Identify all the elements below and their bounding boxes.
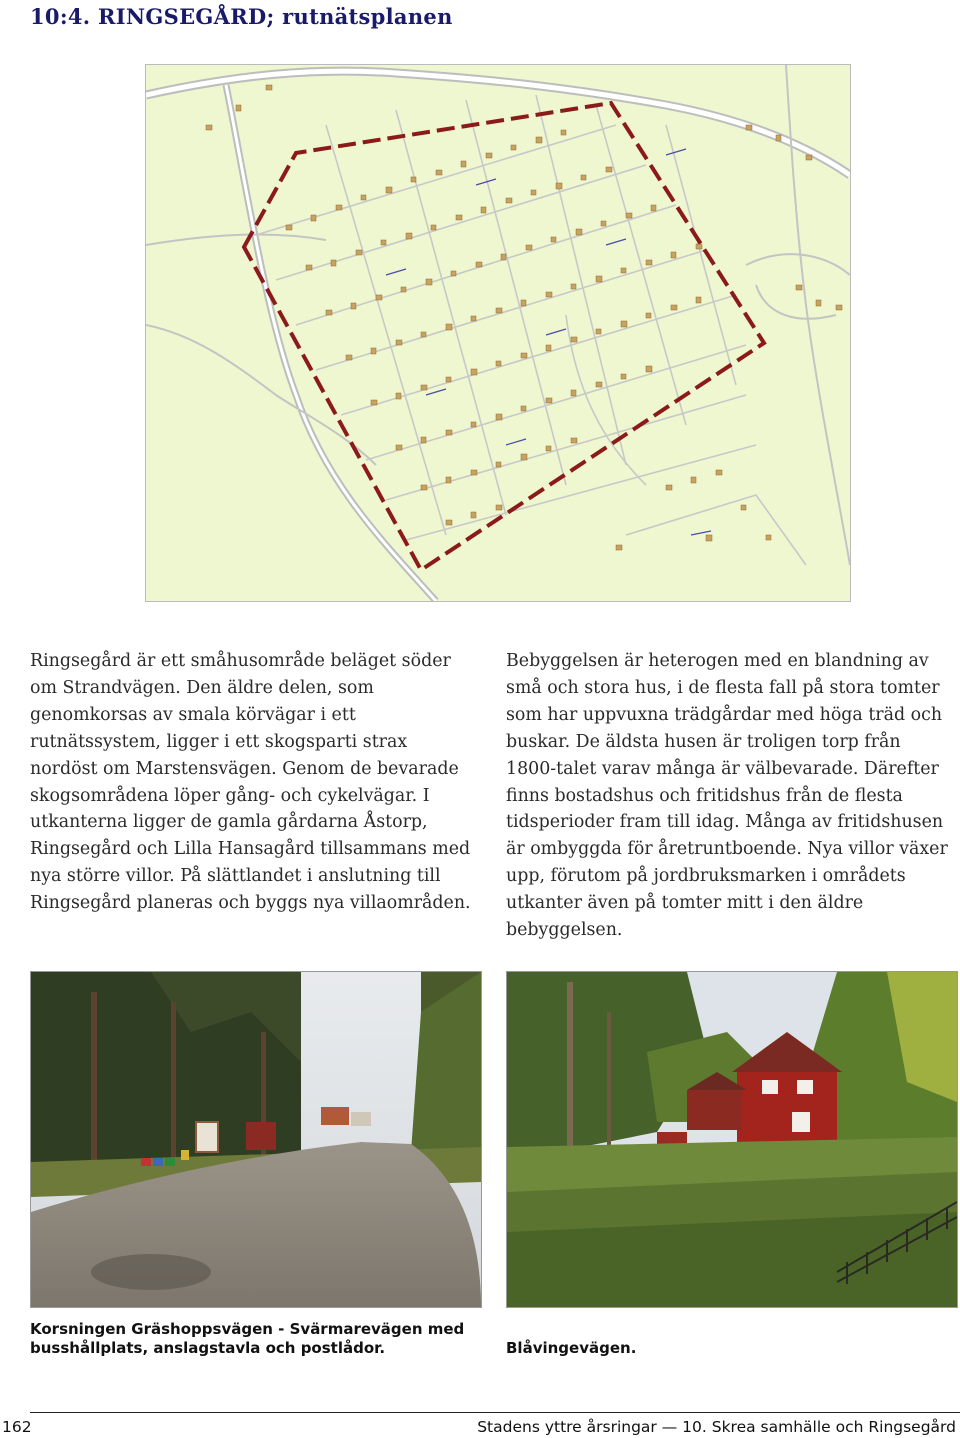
page-title: 10:4. RINGSEGÅRD; rutnätsplanen xyxy=(30,4,453,29)
body-text-left: Ringsegård är ett småhusområde beläget söder om Strandvägen. Den äldre delen, som genomkorsas av smala körvägar i ett rutnätssystem, ligger i ett skogsparti strax nordöst om Marstensvägen. Genom de bevarade skogsområdena löper gång- och cykelvägar. I utkanterna ligger de gamla gårdarna Åstorp, Ringsegård och Lilla Hansagård tillsammans med nya större villor. På slättlandet i anslutning till Ringsegård planeras och byggs nya villaområden. xyxy=(30,651,471,914)
map-figure xyxy=(145,64,851,602)
page-number: 162 xyxy=(2,1418,32,1436)
footer-title: Stadens yttre årsringar — 10. Skrea samhälle och Ringsegård xyxy=(477,1418,956,1436)
caption-left: Korsningen Gräshoppsvägen - Svärmarevägen med busshållplats, anslagstavla och postlådor. xyxy=(30,1320,465,1357)
photo-crossroad xyxy=(30,971,482,1308)
photo-red-house xyxy=(506,971,958,1308)
body-text-right: Bebyggelsen är heterogen med en blandning av små och stora hus, i de flesta fall på stora tomter som har uppvuxna trädgårdar med höga träd och buskar. De äldsta husen är troligen torp från 1800-talet varav många är välbevarade. Därefter finns bostadshus och fritidshus från de flesta tidsperioder fram till idag. Många av fritidshusen är ombyggda för åretruntboende. Nya villor växer upp, förutom på jordbruksmarken i områdets utkanter även på tomter mitt i den äldre bebyggelsen. xyxy=(506,651,948,941)
caption-right: Blåvingevägen. xyxy=(506,1339,637,1357)
footer-divider xyxy=(30,1412,960,1413)
